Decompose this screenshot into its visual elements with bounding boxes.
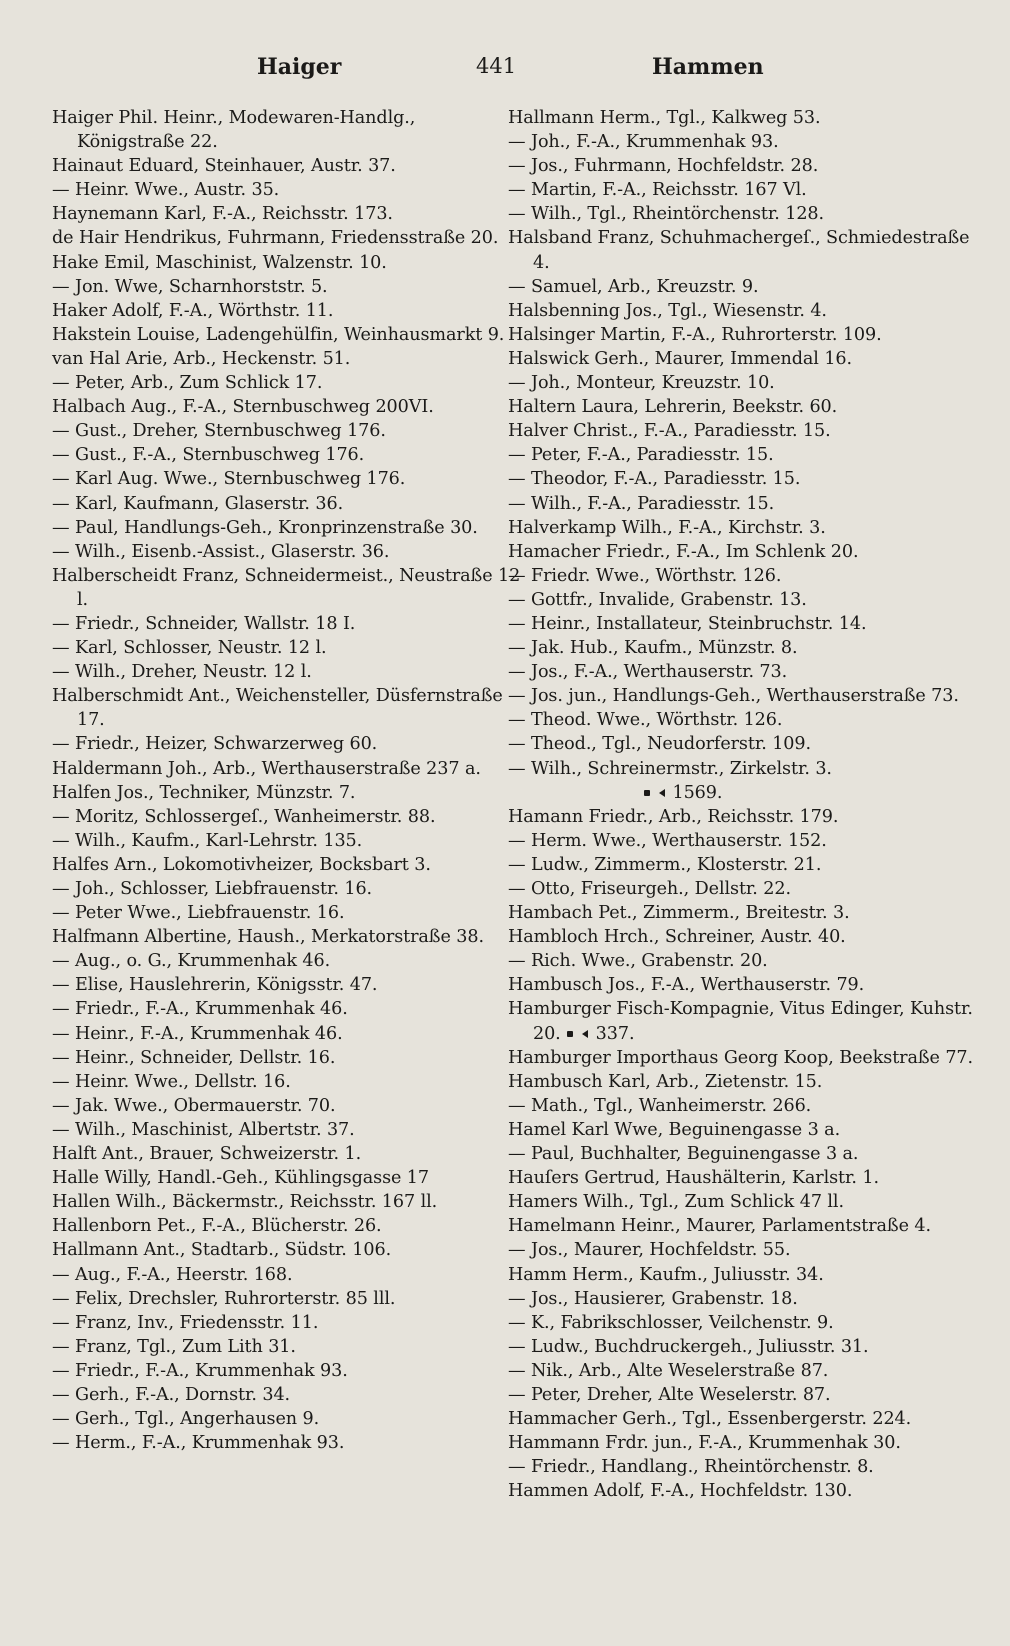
directory-entry: — Karl Aug. Wwe., Sternbuschweg 176. [52,469,406,490]
directory-entry: — Ludw., Buchdruckergeh., Juliusstr. 31. [508,1336,869,1357]
directory-entry: — Wilh., Schreinermstr., Zirkelstr. 3. [508,758,832,779]
directory-entry: — Friedr., F.-A., Krummenhak 93. [52,1360,348,1381]
directory-entry: — K., Fabrikschlosser, Veilchenstr. 9. [508,1312,834,1333]
directory-entry: Haker Adolf, F.-A., Wörthstr. 11. [52,300,334,321]
directory-entry: — Otto, Friseurgeh., Dellstr. 22. [508,879,791,899]
directory-entry: — Wilh., Eisenb.-Assist., Glaserstr. 36. [52,541,390,562]
directory-entry: Halsbenning Jos., Tgl., Wiesenstr. 4. [508,300,827,321]
directory-entry: — Karl, Kaufmann, Glaserstr. 36. [52,493,344,514]
directory-entry: — Wilh., Kaufm., Karl-Lehrstr. 135. [52,830,363,851]
directory-entry: Hamelmann Heinr., Maurer, Parlamentstraße 4. [508,1216,931,1237]
directory-entry: — Karl, Schlosser, Neustr. 12 l. [52,638,327,659]
left-column [52,106,524,1455]
directory-entry: Halver Christ., F.-A., Paradiesstr. 15. [508,421,831,442]
directory-entry: Halsinger Martin, F.-A., Ruhrorterstr. 109. [508,324,882,345]
directory-entry: — Franz, Inv., Friedensstr. 11. [52,1312,319,1333]
directory-entry: — Friedr., F.-A., Krummenhak 46. [52,999,348,1020]
directory-entry: Hammann Frdr. jun., F.-A., Krummenhak 30. [508,1433,901,1454]
directory-entry: Halle Willy, Handl.-Geh., Kühlingsgasse 17 [52,1168,429,1189]
directory-entry: Hambach Pet., Zimmerm., Breitestr. 3. [508,903,850,924]
directory-entry: Hambloch Hrch., Schreiner, Austr. 40. [508,927,846,948]
directory-entry: — Wilh., Maschinist, Albertstr. 37. [52,1119,355,1140]
directory-entry: Haynemann Karl, F.-A., Reichsstr. 173. [52,204,393,225]
directory-entry: de Hair Hendrikus, Fuhrmann, Friedensstraße 20. [52,228,499,249]
directory-entry: Hambusch Karl, Arb., Zietenstr. 15. [508,1071,823,1092]
directory-entry: van Hal Arie, Arb., Heckenstr. 51. [52,348,351,369]
directory-entry: Hamburger Importhaus Georg Koop, Beekstraße 77. [508,1047,974,1068]
directory-entry: Hambusch Jos., F.-A., Werthauserstr. 79. [508,975,865,996]
directory-entry: 1569. [508,781,980,805]
directory-entry: — Elise, Hauslehrerin, Königsstr. 47. [52,975,378,996]
directory-entry: — Theodor, F.-A., Paradiesstr. 15. [508,469,801,490]
directory-entry: Hamburger Fisch-Kompagnie, Vitus Edinger, Kuhstr. 20. 337. [508,999,973,1044]
directory-entry: Halsband Franz, Schuhmachergeſ., Schmiedestraße 4. [508,228,970,273]
directory-entry: Hamers Wilh., Tgl., Zum Schlick 47 ll. [508,1192,844,1213]
directory-entry: — Friedr., Schneider, Wallstr. 18 I. [52,613,356,634]
directory-entry: — Heinr. Wwe., Dellstr. 16. [52,1071,291,1092]
directory-entry: — Jak. Wwe., Obermauerstr. 70. [52,1095,336,1116]
directory-entry: — Heinr., F.-A., Krummenhak 46. [52,1023,343,1044]
directory-entry: — Jos., Fuhrmann, Hochfeldstr. 28. [508,156,819,177]
right-column [508,106,980,1503]
telephone-icon [566,1028,590,1040]
directory-entry: — Gottfr., Invalide, Grabenstr. 13. [508,589,807,610]
directory-entry: Halfmann Albertine, Haush., Merkatorstraße 38. [52,927,484,948]
directory-entry: Halfen Jos., Techniker, Münzstr. 7. [52,782,356,803]
directory-entry: Hamann Friedr., Arb., Reichsstr. 179. [508,806,839,827]
directory-entry: — Joh., F.-A., Krummenhak 93. [508,132,779,153]
directory-entry: — Paul, Handlungs-Geh., Kronprinzenstraße 30. [52,517,478,538]
directory-entry: — Math., Tgl., Wanheimerstr. 266. [508,1095,812,1116]
directory-entry: — Aug., o. G., Krummenhak 46. [52,951,331,972]
directory-entry: Halbach Aug., F.-A., Sternbuschweg 200VI. [52,397,434,418]
directory-entry: Hallmann Ant., Stadtarb., Südstr. 106. [52,1240,392,1261]
directory-entry: Halverkamp Wilh., F.-A., Kirchstr. 3. [508,517,826,538]
directory-entry: Halberscheidt Franz, Schneidermeist., Neustraße 12 l. [52,565,521,610]
page-header [52,54,960,94]
directory-entry: — Martin, F.-A., Reichsstr. 167 Vl. [508,180,807,201]
directory-entry: — Rich. Wwe., Grabenstr. 20. [508,951,768,972]
directory-entry: — Heinr. Wwe., Austr. 35. [52,180,280,201]
directory-entry: Halfes Arn., Lokomotivheizer, Bocksbart 3. [52,854,431,875]
directory-entry: — Samuel, Arb., Kreuzstr. 9. [508,276,759,297]
directory-entry: — Jon. Wwe, Scharnhorststr. 5. [52,276,328,297]
directory-entry: — Heinr., Installateur, Steinbruchstr. 14. [508,613,867,634]
directory-entry: — Jos., Hausierer, Grabenstr. 18. [508,1288,798,1309]
directory-entry: — Wilh., Tgl., Rheintörchenstr. 128. [508,204,825,225]
directory-entry: — Friedr. Wwe., Wörthstr. 126. [508,565,782,586]
header-left-keyword: Haiger [257,54,342,80]
directory-entry: Hainaut Eduard, Steinhauer, Austr. 37. [52,156,396,177]
directory-entry: — Friedr., Heizer, Schwarzerweg 60. [52,734,378,755]
telephone-icon [643,787,667,799]
directory-entry: — Gerh., Tgl., Angerhausen 9. [52,1409,320,1430]
directory-entry: — Aug., F.-A., Heerstr. 168. [52,1264,293,1285]
directory-entry: Hammacher Gerh., Tgl., Essenbergerstr. 224. [508,1409,912,1430]
directory-entry: — Ludw., Zimmerm., Klosterstr. 21. [508,854,822,875]
header-right-keyword: Hammen [652,54,764,80]
directory-entry: — Franz, Tgl., Zum Lith 31. [52,1336,296,1357]
directory-entry: Halft Ant., Brauer, Schweizerstr. 1. [52,1144,362,1165]
directory-entry: — Jak. Hub., Kaufm., Münzstr. 8. [508,638,798,659]
directory-entry: — Nik., Arb., Alte Weselerstraße 87. [508,1360,829,1381]
directory-entry: — Moritz, Schlossergeſ., Wanheimerstr. 88. [52,806,436,827]
directory-entry: — Herm. Wwe., Werthauserstr. 152. [508,830,827,851]
directory-entry: — Herm., F.-A., Krummenhak 93. [52,1433,345,1454]
directory-entry: Halswick Gerh., Maurer, Immendal 16. [508,348,852,369]
directory-entry: Hauſers Gertrud, Haushälterin, Karlstr. 1. [508,1168,879,1189]
directory-entry: — Paul, Buchhalter, Beguinengasse 3 a. [508,1144,859,1165]
directory-entry: Hammen Adolf, F.-A., Hochfeldstr. 130. [508,1481,853,1502]
directory-entry: Haltern Laura, Lehrerin, Beekstr. 60. [508,397,838,418]
directory-entry: — Gerh., F.-A., Dornstr. 34. [52,1384,291,1405]
directory-entry: Hakstein Louise, Ladengehülfin, Weinhausmarkt 9. [52,324,505,345]
directory-entry: — Wilh., F.-A., Paradiesstr. 15. [508,493,775,514]
directory-entry: — Joh., Monteur, Kreuzstr. 10. [508,373,775,394]
directory-entry: — Gust., Dreher, Sternbuschweg 176. [52,421,386,442]
directory-entry: — Friedr., Handlang., Rheintörchenstr. 8. [508,1457,874,1478]
directory-entry: Hallen Wilh., Bäckermstr., Reichsstr. 167 ll. [52,1192,438,1213]
directory-entry: Hake Emil, Maschinist, Walzenstr. 10. [52,252,387,273]
directory-entry: Halberschmidt Ant., Weichensteller, Düsfernstraße 17. [52,686,503,731]
directory-entry: Hamacher Friedr., F.-A., Im Schlenk 20. [508,541,859,562]
directory-entry: — Theod. Wwe., Wörthstr. 126. [508,710,783,731]
directory-entry: — Peter, Dreher, Alte Weselerstr. 87. [508,1384,831,1405]
directory-entry: — Felix, Drechsler, Ruhrorterstr. 85 lll. [52,1288,396,1309]
directory-entry: — Joh., Schlosser, Liebfrauenstr. 16. [52,879,373,899]
directory-entry: — Peter Wwe., Liebfrauenstr. 16. [52,903,345,924]
directory-entry: Hamm Herm., Kaufm., Juliusstr. 34. [508,1264,824,1285]
directory-entry: Haldermann Joh., Arb., Werthauserstraße 237 a. [52,758,481,779]
directory-entry: Hamel Karl Wwe, Beguinengasse 3 a. [508,1119,841,1140]
directory-entry: Haiger Phil. Heinr., Modewaren-Handlg., Königstraße 22. [52,108,416,153]
directory-entry: — Heinr., Schneider, Dellstr. 16. [52,1047,336,1068]
directory-entry: Hallmann Herm., Tgl., Kalkweg 53. [508,108,821,128]
directory-entry: — Jos. jun., Handlungs-Geh., Werthauserstraße 73. [508,686,959,707]
directory-entry: — Peter, F.-A., Paradiesstr. 15. [508,445,774,466]
page-number: 441 [476,54,517,78]
directory-entry: — Jos., Maurer, Hochfeldstr. 55. [508,1240,791,1261]
directory-entry: — Wilh., Dreher, Neustr. 12 l. [52,662,312,683]
directory-entry: — Gust., F.-A., Sternbuschweg 176. [52,445,365,466]
directory-entry: Hallenborn Pet., F.-A., Blücherstr. 26. [52,1216,382,1237]
directory-entry: — Theod., Tgl., Neudorferstr. 109. [508,734,811,755]
directory-entry: — Jos., F.-A., Werthauserstr. 73. [508,662,788,683]
directory-entry: — Peter, Arb., Zum Schlick 17. [52,373,323,394]
